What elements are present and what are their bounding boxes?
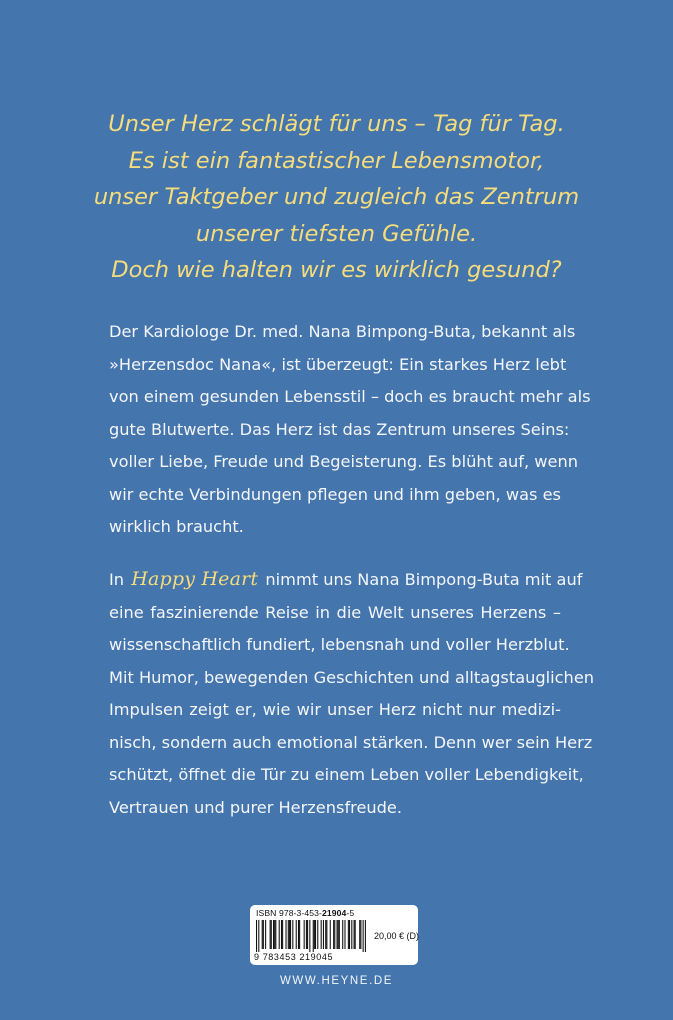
barcode-bar xyxy=(344,920,345,949)
tagline-line: Unser Herz schlägt für uns – Tag für Tag. xyxy=(108,111,565,137)
text-fragment: nimmt uns Nana Bimpong-Buta mit auf xyxy=(265,570,583,589)
text-line: »Herzensdoc Nana«, ist überzeugt: Ein starkes Herz lebt xyxy=(109,354,567,374)
barcode-bar xyxy=(299,920,300,949)
barcode-bar xyxy=(348,920,349,949)
barcode-bar xyxy=(360,920,361,949)
barcode-bar xyxy=(265,920,266,949)
barcode-bar xyxy=(298,920,299,949)
text-line: voller Liebe, Freude und Begeisterung. Es blüht auf, wenn xyxy=(109,452,578,471)
barcode-bar xyxy=(354,920,355,949)
text-line: von einem gesunden Lebensstil – doch es braucht mehr als xyxy=(109,387,591,406)
barcode-bar xyxy=(359,920,360,949)
text-line: wissenschaftlich fundiert, lebensnah und voller Herzblut. xyxy=(109,635,570,654)
text-line xyxy=(109,563,583,597)
description-paragraph-2 xyxy=(109,563,595,824)
barcode-bar xyxy=(314,920,315,949)
barcode-bar xyxy=(351,920,352,949)
isbn-number xyxy=(256,908,354,918)
barcode-bar xyxy=(337,920,338,949)
tagline xyxy=(60,106,613,289)
barcode-bar xyxy=(334,920,335,949)
barcode-bar xyxy=(326,920,327,949)
book-title: Happy Heart xyxy=(131,568,259,590)
barcode-bar xyxy=(285,920,286,949)
barcode-bar xyxy=(282,920,283,949)
barcode-bar xyxy=(275,920,276,949)
publisher-website: WWW.HEYNE.DE xyxy=(279,975,394,987)
text-line: nisch, sondern auch emotional stärken. Denn wer sein Herz xyxy=(109,732,593,752)
barcode-bar xyxy=(355,920,356,949)
barcode-bar xyxy=(279,920,280,949)
barcode-bar xyxy=(304,920,305,949)
barcode-bar xyxy=(288,920,289,949)
barcode-bar xyxy=(262,920,263,949)
barcode-bar xyxy=(325,920,326,949)
barcode-bar xyxy=(333,920,334,949)
barcode-bar xyxy=(317,920,318,949)
text-line: eine faszinierende Reise in die Welt unseres Herzens – xyxy=(109,602,561,622)
barcode-bar xyxy=(365,920,366,952)
barcode-bar xyxy=(342,920,343,949)
barcode-bar xyxy=(313,920,314,952)
barcode-bar xyxy=(292,920,293,949)
text-line: wirklich braucht. xyxy=(109,517,244,536)
barcode-label xyxy=(250,905,418,965)
text-line: Vertrauen und purer Herzensfreude. xyxy=(109,797,403,817)
barcode-bar xyxy=(296,920,297,949)
isbn-bold: 21904 xyxy=(322,908,347,918)
text-line: schützt, öffnet die Tür zu einem Leben voller Lebendigkeit, xyxy=(109,765,584,784)
text-fragment: In xyxy=(109,570,125,589)
barcode-bar xyxy=(330,920,331,949)
barcode-bar xyxy=(349,920,350,949)
isbn-prefix: ISBN 978-3-453- xyxy=(256,908,322,918)
barcode-bar xyxy=(256,920,257,952)
barcode-bar xyxy=(271,920,272,949)
barcode-bar xyxy=(339,920,340,949)
tagline-line: Es ist ein fantastischer Lebensmotor, xyxy=(128,147,545,174)
tagline-line: unserer tiefsten Gefühle. xyxy=(195,220,478,247)
barcode-bar xyxy=(274,920,275,949)
barcode-bar xyxy=(273,920,274,949)
barcode-bar xyxy=(315,920,316,949)
isbn-suffix: -5 xyxy=(346,908,355,918)
barcode-bar xyxy=(263,920,264,949)
tagline-line: Doch wie halten wir es wirklich gesund? xyxy=(111,257,562,283)
barcode-bar xyxy=(281,920,282,949)
barcode-bar xyxy=(290,920,291,949)
barcode-bar xyxy=(309,920,310,952)
barcode-bar xyxy=(306,920,307,949)
tagline-line: unser Taktgeber und zugleich das Zentrum xyxy=(93,184,580,210)
barcode-bar xyxy=(321,920,322,949)
text-line: Mit Humor, bewegenden Geschichten und alltagstauglichen xyxy=(109,667,595,687)
description-paragraph-1 xyxy=(109,316,591,544)
text-line: Der Kardiologe Dr. med. Nana Bimpong-Buta, bekannt als xyxy=(109,322,576,341)
barcode-bar xyxy=(323,920,324,949)
price: 20,00 € (D) xyxy=(374,931,420,941)
barcode-bar xyxy=(363,920,364,952)
barcode-bar xyxy=(289,920,290,949)
barcode-graphic xyxy=(256,920,366,952)
text-line: Impulsen zeigt er, wie wir unser Herz nicht nur medizi- xyxy=(109,700,561,719)
barcode-bar xyxy=(270,920,271,949)
text-line: wir echte Verbindungen pflegen und ihm geben, was es xyxy=(109,484,561,504)
text-line: gute Blutwerte. Das Herz ist das Zentrum unseres Seins: xyxy=(109,419,570,439)
barcode-bar xyxy=(307,920,308,949)
barcode-digits: 9 783453 219045 xyxy=(254,952,334,962)
barcode-bar xyxy=(338,920,339,949)
barcode-bar xyxy=(258,920,259,952)
